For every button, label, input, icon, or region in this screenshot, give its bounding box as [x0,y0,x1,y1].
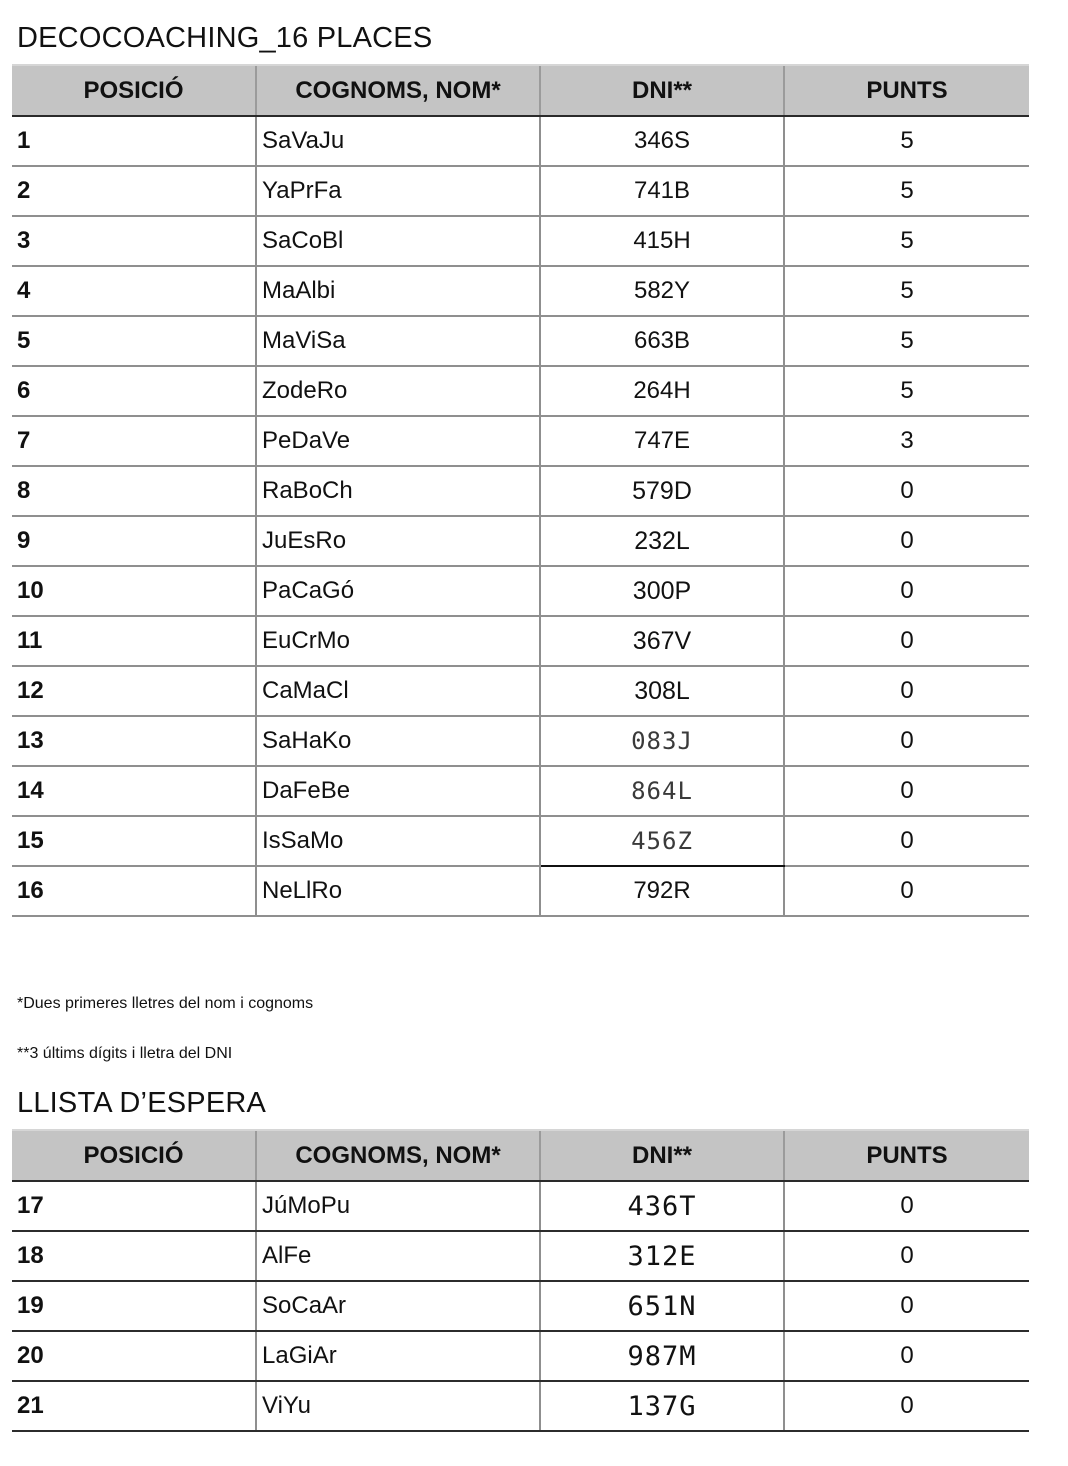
cell-name: SaCoBl [256,216,540,266]
cell-name: JuEsRo [256,516,540,566]
cell-name: PeDaVe [256,416,540,466]
cell-points: 0 [784,1331,1029,1381]
waitlist-table [12,1129,1029,1432]
cell-name: JúMoPu [256,1181,540,1231]
table-row [12,1231,1029,1281]
cell-points: 0 [784,716,1029,766]
cell-name: SaHaKo [256,716,540,766]
cell-dni: 137G [540,1381,784,1431]
cell-points: 0 [784,466,1029,516]
cell-name: ViYu [256,1381,540,1431]
cell-dni: 312E [540,1231,784,1281]
table-row [12,316,1029,366]
cell-position: 15 [12,816,256,866]
cell-points: 0 [784,516,1029,566]
cell-dni: 987M [540,1331,784,1381]
cell-dni: 579D [540,466,784,516]
cell-position: 13 [12,716,256,766]
cell-dni: 663B [540,316,784,366]
table-row [12,116,1029,166]
cell-position: 17 [12,1181,256,1231]
cell-position: 10 [12,566,256,616]
cell-points: 0 [784,616,1029,666]
cell-dni: 264H [540,366,784,416]
waitlist-title: LLISTA D’ESPERA [17,1087,267,1119]
cell-position: 5 [12,316,256,366]
cell-dni: 456Z [540,816,784,866]
cell-name: DaFeBe [256,766,540,816]
cell-points: 5 [784,116,1029,166]
footnote-dni: **3 últims dígits i lletra del DNI [17,1045,233,1062]
header-name: COGNOMS, NOM* [256,1130,540,1181]
cell-position: 6 [12,366,256,416]
header-points: PUNTS [784,65,1029,116]
cell-dni: 083J [540,716,784,766]
cell-name: AlFe [256,1231,540,1281]
cell-points: 0 [784,1381,1029,1431]
cell-name: EuCrMo [256,616,540,666]
table-row [12,616,1029,666]
cell-position: 7 [12,416,256,466]
cell-position: 1 [12,116,256,166]
footnote-name: *Dues primeres lletres del nom i cognoms [17,995,314,1012]
cell-points: 5 [784,216,1029,266]
table-row [12,366,1029,416]
table-row [12,166,1029,216]
cell-dni: 792R [540,866,784,916]
cell-position: 8 [12,466,256,516]
cell-dni: 300P [540,566,784,616]
cell-dni: 436T [540,1181,784,1231]
table-row [12,816,1029,866]
table-row [12,516,1029,566]
cell-name: SaVaJu [256,116,540,166]
table-row [12,1381,1029,1431]
cell-name: MaAlbi [256,266,540,316]
cell-position: 14 [12,766,256,816]
cell-position: 18 [12,1231,256,1281]
cell-name: LaGiAr [256,1331,540,1381]
cell-dni: 864L [540,766,784,816]
cell-dni: 747E [540,416,784,466]
header-dni: DNI** [540,65,784,116]
cell-points: 0 [784,566,1029,616]
cell-dni: 415H [540,216,784,266]
cell-position: 2 [12,166,256,216]
cell-position: 20 [12,1331,256,1381]
cell-dni: 308L [540,666,784,716]
places-table [12,64,1029,917]
table-row [12,266,1029,316]
cell-position: 9 [12,516,256,566]
cell-name: NeLlRo [256,866,540,916]
cell-name: ZodeRo [256,366,540,416]
cell-points: 5 [784,316,1029,366]
cell-dni: 346S [540,116,784,166]
cell-position: 21 [12,1381,256,1431]
cell-name: SoCaAr [256,1281,540,1331]
table-row [12,566,1029,616]
cell-points: 3 [784,416,1029,466]
header-name: COGNOMS, NOM* [256,65,540,116]
cell-dni: 582Y [540,266,784,316]
cell-position: 3 [12,216,256,266]
table-header-row [12,65,1029,116]
table-row [12,1331,1029,1381]
table-row [12,1281,1029,1331]
cell-points: 0 [784,1281,1029,1331]
cell-name: IsSaMo [256,816,540,866]
table-row [12,216,1029,266]
table-row [12,866,1029,916]
cell-dni: 741B [540,166,784,216]
cell-name: PaCaGó [256,566,540,616]
cell-dni: 651N [540,1281,784,1331]
cell-name: YaPrFa [256,166,540,216]
cell-dni: 367V [540,616,784,666]
cell-position: 11 [12,616,256,666]
cell-points: 5 [784,366,1029,416]
header-dni: DNI** [540,1130,784,1181]
table-row [12,466,1029,516]
table-row [12,416,1029,466]
cell-name: MaViSa [256,316,540,366]
table-header-row [12,1130,1029,1181]
cell-points: 0 [784,1181,1029,1231]
table-row [12,766,1029,816]
cell-points: 0 [784,816,1029,866]
cell-dni: 232L [540,516,784,566]
cell-points: 5 [784,166,1029,216]
page-title: DECOCOACHING_16 PLACES [17,22,433,54]
cell-points: 0 [784,1231,1029,1281]
cell-position: 16 [12,866,256,916]
cell-name: CaMaCl [256,666,540,716]
cell-points: 0 [784,666,1029,716]
cell-position: 12 [12,666,256,716]
header-points: PUNTS [784,1130,1029,1181]
table-row [12,666,1029,716]
cell-name: RaBoCh [256,466,540,516]
cell-position: 19 [12,1281,256,1331]
table-row [12,716,1029,766]
cell-position: 4 [12,266,256,316]
table-row [12,1181,1029,1231]
cell-points: 0 [784,866,1029,916]
header-position: POSICIÓ [12,1130,256,1181]
header-position: POSICIÓ [12,65,256,116]
cell-points: 5 [784,266,1029,316]
cell-points: 0 [784,766,1029,816]
